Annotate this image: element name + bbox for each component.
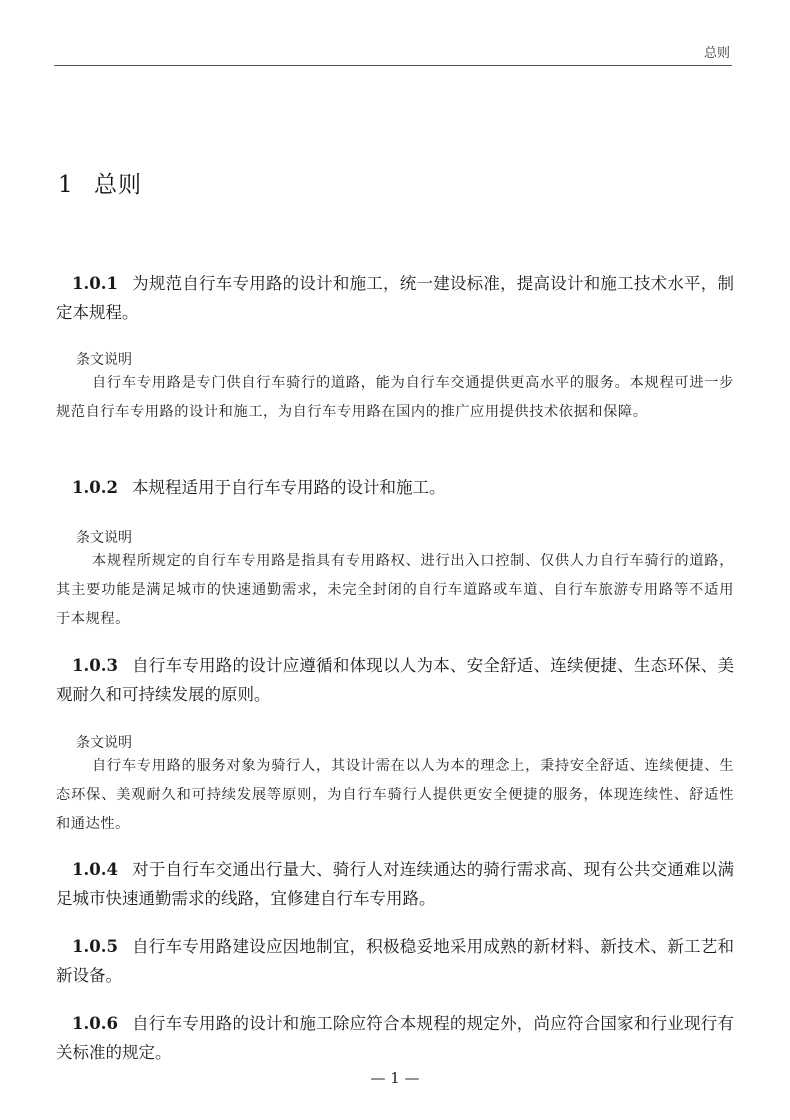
clause-number: 1.0.2: [72, 478, 118, 497]
page-number: — 1 —: [370, 1069, 420, 1087]
clause-paragraph: [56, 855, 734, 913]
clause-text: 自行车专用路建设应因地制宜，积极稳妥地采用成熟的新材料、新技术、新工艺和新设备。: [56, 937, 734, 985]
clause-text: 对于自行车交通出行量大、骑行人对连续通达的骑行需求高、现有公共交通难以满足城市快速通勤需求的线路，宜修建自行车专用路。: [56, 860, 734, 908]
clause-number: 1.0.4: [72, 860, 118, 879]
chapter-heading: [58, 166, 142, 199]
clause-paragraph: [56, 1009, 734, 1067]
clause-number: 1.0.5: [72, 937, 118, 956]
clause-text: 自行车专用路的设计应遵循和体现以人为本、安全舒适、连续便捷、生态环保、美观耐久和可持续发展的原则。: [56, 656, 734, 704]
explanation-label: 条文说明: [76, 735, 132, 751]
chapter-number: 1: [58, 172, 74, 198]
chapter-title: 总则: [94, 172, 142, 198]
clause-number: 1.0.6: [72, 1014, 118, 1033]
explanation-text: 自行车专用路的服务对象为骑行人，其设计需在以人为本的理念上，秉持安全舒适、连续便捷、生态环保、美观耐久和可持续发展等原则，为自行车骑行人提供更安全便捷的服务，体现连续性、舒适性和通达性。: [56, 758, 734, 832]
clause-paragraph: [56, 932, 734, 990]
header-rule: [54, 65, 732, 66]
explanation-label: 条文说明: [76, 352, 132, 368]
explanation-label: 条文说明: [76, 530, 132, 546]
clause-number: 1.0.1: [72, 274, 118, 293]
clause-paragraph: [56, 651, 734, 709]
clause-number: 1.0.3: [72, 656, 118, 675]
clause-text: 自行车专用路的设计和施工除应符合本规程的规定外，尚应符合国家和行业现行有关标准的规定。: [56, 1014, 734, 1062]
explanation-text: 自行车专用路是专门供自行车骑行的道路，能为自行车交通提供更高水平的服务。本规程可进一步规范自行车专用路的设计和施工，为自行车专用路在国内的推广应用提供技术依据和保障。: [56, 375, 734, 420]
explanation-text: 本规程所规定的自行车专用路是指具有专用路权、进行出入口控制、仅供人力自行车骑行的道路，其主要功能是满足城市的快速通勤需求，未完全封闭的自行车道路或车道、自行车旅游专用路等不适用于本规程。: [56, 553, 734, 627]
running-header: 总则: [703, 46, 730, 61]
clause-text: 为规范自行车专用路的设计和施工，统一建设标准，提高设计和施工技术水平，制定本规程。: [56, 274, 734, 322]
clause-paragraph: [56, 473, 734, 502]
clause-paragraph: [56, 269, 734, 327]
clause-text: 本规程适用于自行车专用路的设计和施工。: [131, 478, 446, 497]
